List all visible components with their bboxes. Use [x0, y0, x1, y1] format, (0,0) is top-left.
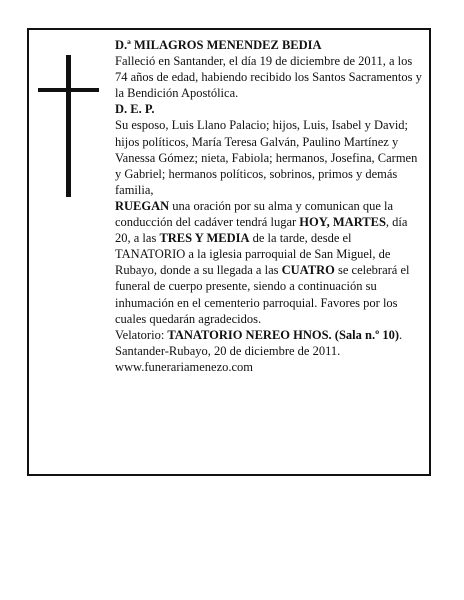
- rip-line: D. E. P.: [115, 102, 155, 117]
- funeral-day: HOY, MARTES: [299, 215, 386, 230]
- place-date: Santander-Rubayo, 20 de diciembre de 2011.: [115, 343, 341, 358]
- obituary-text: [115, 37, 423, 375]
- family-list: Su esposo, Luis Llano Palacio; hijos, Luis, Isabel y David; hijos políticos, María Teresa Galván, Paulino Martínez y Vanessa Gómez; nieta, Fabiola; hermanos, Josefina, Carmen y Gabriel; hermanos políticos, sobrinos, primos y demás familia,: [115, 118, 418, 197]
- deceased-name: D.ª MILAGROS MENENDEZ BEDIA: [115, 38, 322, 52]
- wake-location: Velatorio: TANATORIO NEREO HNOS. (Sala n.º 10).: [115, 327, 403, 342]
- funeral-time: TRES Y MEDIA: [159, 231, 250, 246]
- death-notice: Falleció en Santander, el día 19 de diciembre de 2011, a los 74 años de edad, habiendo recibido los Santos Sacramentos y la Bendición Apostólica.: [115, 54, 422, 101]
- website-link[interactable]: www.funerariamenezo.com: [115, 359, 254, 374]
- arrival-time: CUATRO: [281, 263, 335, 278]
- cross-icon-horizontal-bar: [38, 88, 99, 92]
- ruegan-word: RUEGAN: [115, 198, 170, 213]
- funeral-request: RUEGAN una oración por su alma y comunican que la conducción del cadáver tendrá lugar HOY, MARTES, día 20, a las TRES Y MEDIA de la tarde, desde el TANATORIO a la iglesia parroquial de San Miguel, de Rubayo, donde a su llegada a las CUATRO se celebrará el funeral de cuerpo presente, siendo a continuación su inhumación en el cementerio parroquial. Favores por los cuales quedarán agradecidos.: [115, 198, 410, 326]
- wake-place: TANATORIO NEREO HNOS. (Sala n.º 10): [167, 327, 400, 342]
- cross-icon-vertical-bar: [66, 55, 71, 197]
